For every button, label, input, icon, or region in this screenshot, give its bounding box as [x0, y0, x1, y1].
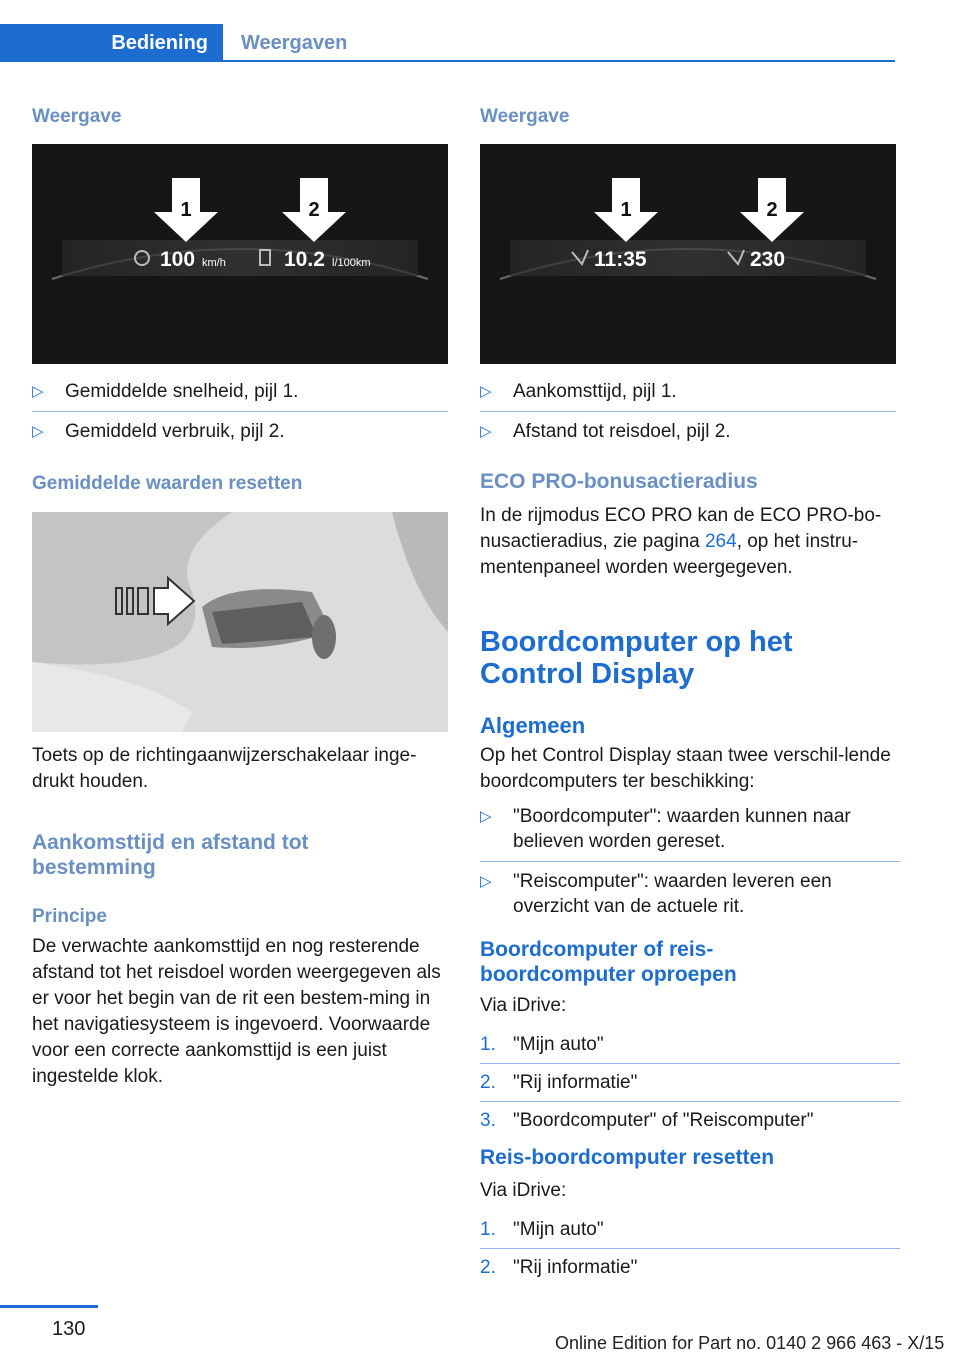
heading-algemeen: Algemeen	[480, 713, 586, 738]
via-idrive-1: Via iDrive:	[480, 995, 567, 1016]
instrument-display-graphic	[32, 144, 448, 364]
caption-weergave-right: Weergave	[480, 106, 570, 127]
list-item: ▷ "Boordcomputer": waarden kunnen naar believen worden gereset.	[480, 806, 851, 852]
boordcomputer-list	[480, 804, 900, 919]
avg-speed-unit: km/h	[202, 257, 226, 269]
list-item: 2. "Rij informatie"	[480, 1063, 900, 1101]
arrow-1-label: 1	[620, 199, 632, 221]
list-item: ▷ Aankomsttijd, pijl 1.	[480, 381, 677, 402]
edition-text: Online Edition for Part no. 0140 2 966 463 - X/15	[555, 1333, 945, 1353]
weergave-list-right	[480, 379, 896, 444]
arrow-1-label: 1	[180, 199, 192, 221]
heading-arrival-time: Aankomsttijd en afstand tot bestemming	[32, 831, 309, 879]
heading-resetten: Reis-boordcomputer resetten	[480, 1146, 775, 1169]
heading-boordcomputer: Boordcomputer op het Control Display	[480, 626, 793, 690]
triangle-bullet-icon: ▷	[32, 383, 44, 400]
triangle-bullet-icon: ▷	[480, 808, 492, 825]
speed-consumption-display-image	[32, 144, 448, 364]
principe-text: De verwachte aankomsttijd en nog resterende afstand tot het reisdoel worden weergegeven als er voor het begin van de rit een bestem-ming in het navigatiesysteem is ingevoerd. Voorwaarde voor een correcte aankomsttijd is een juist ingestelde klok.	[32, 936, 441, 1087]
tab-underline	[223, 60, 895, 62]
list-item: 1. "Mijn auto"	[480, 1034, 604, 1055]
page-link-264[interactable]: 264	[704, 531, 737, 552]
footer-rule	[0, 1305, 98, 1308]
avg-consumption-value: 10.2	[284, 248, 325, 271]
arrow-2-label: 2	[308, 199, 320, 221]
avg-speed-value: 100	[160, 248, 196, 271]
avg-consumption-unit: l/100km	[332, 257, 371, 269]
arrival-distance-display-image	[480, 144, 896, 364]
heading-eco-pro: ECO PRO-bonusactieradius	[480, 470, 758, 493]
weergave-list-left	[32, 379, 448, 444]
reset-instruction-text: Toets op de richtingaanwijzerschakelaar inge-drukt houden.	[32, 745, 417, 792]
subheading-principe: Principe	[32, 906, 107, 927]
heading-oproepen: Boordcomputer of reis-boordcomputer oproepen	[480, 938, 737, 986]
triangle-bullet-icon: ▷	[480, 873, 492, 890]
resetten-steps	[480, 1217, 900, 1280]
oproepen-steps	[480, 1032, 900, 1133]
triangle-bullet-icon: ▷	[32, 423, 44, 440]
via-idrive-2: Via iDrive:	[480, 1180, 567, 1201]
triangle-bullet-icon: ▷	[480, 383, 492, 400]
list-item: 1. "Mijn auto"	[480, 1219, 604, 1240]
tab-weergaven[interactable]: Weergaven	[241, 31, 348, 54]
list-item: ▷ "Reiscomputer": waarden leveren een overzicht van de actuele rit.	[480, 861, 900, 919]
list-item: 2. "Rij informatie"	[480, 1248, 900, 1280]
tab-bediening[interactable]: Bediening	[0, 24, 223, 62]
algemeen-text: Op het Control Display staan twee verschil-lende boordcomputers ter beschikking:	[480, 745, 891, 792]
arrival-time-value: 11:35	[594, 248, 647, 271]
page-number: 130	[52, 1318, 86, 1340]
lever-illustration	[32, 512, 448, 732]
turn-signal-lever-image	[32, 512, 448, 732]
list-item: ▷ Gemiddelde snelheid, pijl 1.	[32, 381, 299, 402]
arrival-display-graphic	[480, 144, 896, 364]
list-item: 3. "Boordcomputer" of "Reiscomputer"	[480, 1101, 900, 1133]
list-item: ▷ Afstand tot reisdoel, pijl 2.	[480, 411, 896, 444]
caption-reset: Gemiddelde waarden resetten	[32, 473, 303, 494]
caption-weergave-left: Weergave	[32, 106, 122, 127]
distance-value: 230	[750, 248, 786, 271]
arrow-2-label: 2	[766, 199, 778, 221]
triangle-bullet-icon: ▷	[480, 423, 492, 440]
header-tabs	[0, 24, 895, 62]
list-item: ▷ Gemiddeld verbruik, pijl 2.	[32, 411, 448, 444]
eco-pro-text: In de rijmodus ECO PRO kan de ECO PRO-bo-nusactieradius, zie pagina 264, op het instru-mentenpaneel worden weergegeven.	[480, 505, 882, 578]
